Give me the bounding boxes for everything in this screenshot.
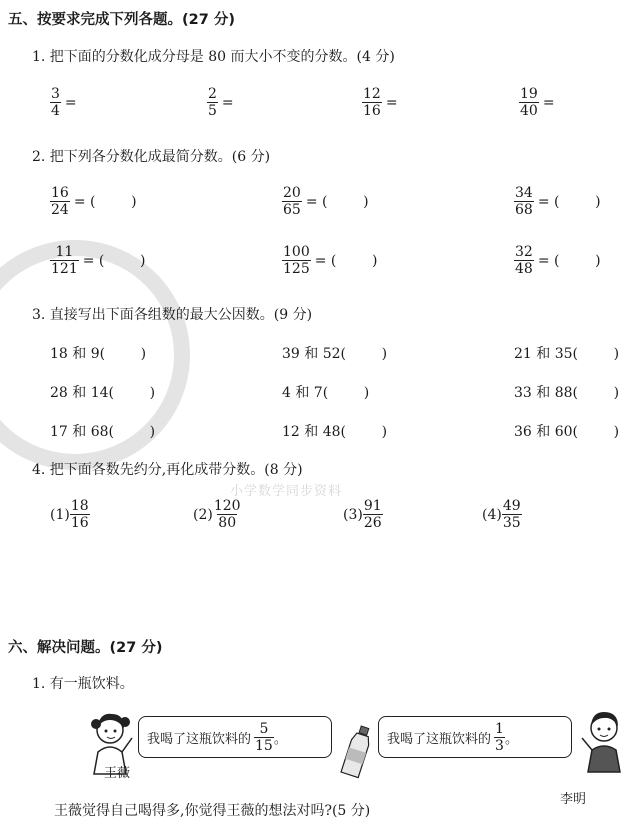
s6-q1-prompt: 1. 有一瓶饮料。 (32, 676, 134, 692)
q1-item-4: $\frac{19}{40}$ = (520, 86, 555, 119)
boy-illustration (578, 706, 632, 776)
section-5-title: 五、按要求完成下列各题。(27 分) (8, 12, 235, 28)
li-speech-bubble: 我喝了这瓶饮料的 $\frac{1}{3}$ 。 (378, 716, 572, 758)
watermark-text: 小学数学同步资料 (230, 484, 343, 499)
q3-item-1: 18 和 9( ) (50, 346, 147, 362)
q3-item-5: 4 和 7( ) (282, 385, 370, 401)
q4-item-1: (1) $\frac{18}{16}$ (50, 498, 89, 531)
wang-name: 王薇 (104, 766, 131, 781)
q3-item-8: 12 和 48( ) (282, 424, 388, 440)
q3-item-7: 17 和 68( ) (50, 424, 156, 440)
q4-item-2: (2) $\frac{120}{80}$ (193, 498, 241, 531)
q2-item-3: $\frac{34}{68}$ = ( ) (515, 185, 601, 218)
q3-item-9: 36 和 60( ) (514, 424, 620, 440)
q2-item-5: $\frac{100}{125}$ = ( ) (283, 244, 378, 277)
q3-item-4: 28 和 14( ) (50, 385, 156, 401)
q4-item-3: (3) $\frac{91}{26}$ (343, 498, 382, 531)
q2-item-2: $\frac{20}{65}$ = ( ) (283, 185, 369, 218)
q1-prompt: 1. 把下面的分数化成分母是 80 而大小不变的分数。(4 分) (32, 49, 395, 65)
q2-prompt: 2. 把下列各分数化成最简分数。(6 分) (32, 149, 271, 165)
q1-item-2: $\frac{2}{5}$ = (208, 86, 234, 119)
q2-item-6: $\frac{32}{48}$ = ( ) (515, 244, 601, 277)
q2-item-4: $\frac{11}{121}$ = ( ) (51, 244, 146, 277)
li-name: 李明 (560, 792, 587, 807)
q1-item-1: $\frac{3}{4}$ = (51, 86, 77, 119)
q2-item-1: $\frac{16}{24}$ = ( ) (51, 185, 137, 218)
q4-prompt: 4. 把下面各数先约分,再化成带分数。(8 分) (32, 462, 303, 478)
q4-item-4: (4) $\frac{49}{35}$ (482, 498, 521, 531)
q3-item-3: 21 和 35( ) (514, 346, 620, 362)
q1-item-3: $\frac{12}{16}$ = (363, 86, 398, 119)
q3-prompt: 3. 直接写出下面各组数的最大公因数。(9 分) (32, 307, 313, 323)
q3-item-6: 33 和 88( ) (514, 385, 620, 401)
s6-q1-question: 王薇觉得自己喝得多,你觉得王薇的想法对吗?(5 分) (54, 803, 371, 819)
wang-speech-bubble: 我喝了这瓶饮料的 $\frac{5}{15}$ 。 (138, 716, 332, 758)
section-6-title: 六、解决问题。(27 分) (8, 640, 163, 656)
q3-item-2: 39 和 52( ) (282, 346, 388, 362)
bottle-icon (340, 724, 374, 780)
